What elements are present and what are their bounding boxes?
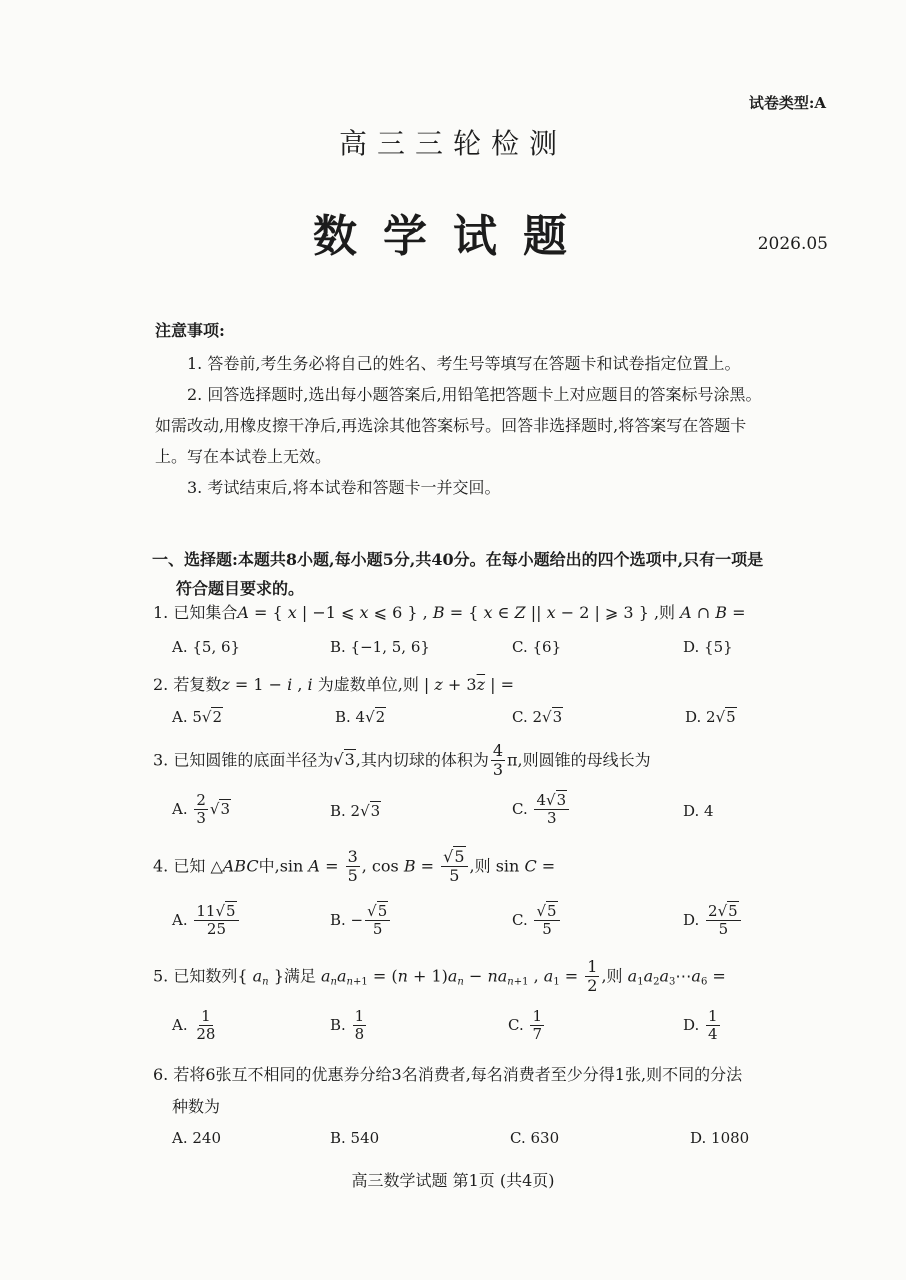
q4-option-a: A. $\frac{11√5}{25}$ [172, 903, 241, 939]
q6-option-c: C. 630 [510, 1129, 560, 1147]
q4-option-c: C. $\frac{√5}{5}$ [512, 903, 562, 939]
question-1: 1. 已知集合A = { x | −1 ⩽ x ⩽ 6 } , B = { x ∈ Z || x − 2 | ⩾ 3 } ,则 A ∩ B = [153, 603, 746, 622]
q6-option-d: D. 1080 [690, 1129, 750, 1147]
q5-option-d: D. $\frac{1}{4}$ [683, 1007, 718, 1044]
q1-prefix: 1. 已知集合 [153, 603, 238, 622]
q1-option-d: D. {5} [683, 638, 733, 656]
q2-option-c-text: C. 2 [512, 708, 543, 726]
q6-option-a: A. 240 [172, 1129, 221, 1147]
q4-option-d: D. $\frac{2√5}{5}$ [683, 903, 743, 939]
q1-option-b: B. {−1, 5, 6} [330, 638, 430, 656]
q1-option-a: A. {5, 6} [172, 638, 241, 656]
q1-option-c: C. {6} [512, 638, 562, 656]
note-item-3: 3. 考试结束后,将本试卷和答题卡一并交回。 [187, 478, 501, 497]
note-item-2: 2. 回答选择题时,选出每小题答案后,用铅笔把答题卡上对应题目的答案标号涂黑。 [187, 385, 762, 404]
q3-option-d: D. 4 [683, 802, 714, 820]
q2-option-d: D. 2√5 [685, 708, 736, 726]
notes-heading: 注意事项: [155, 321, 225, 340]
q3-option-b: B. 2√3 [330, 802, 381, 820]
q2-option-b-text: B. 4 [335, 708, 366, 726]
q4-option-b: B. − $\frac{√5}{5}$ [330, 903, 392, 939]
question-6-cont: 种数为 [172, 1097, 221, 1116]
question-3: 3. 已知圆锥的底面半径为√3,其内切球的体积为 $\frac{4}{3}$ π,则圆锥的母线长为 [153, 741, 651, 780]
q4-suffix: 中, [258, 856, 280, 876]
section-line-2: 符合题目要求的。 [176, 579, 305, 598]
q3-mid: ,其内切球的体积为 [355, 750, 489, 770]
notes-block [155, 348, 835, 503]
q6-option-b: B. 540 [330, 1129, 380, 1147]
q3-option-a: A. $\frac{2}{3}$ √3 [172, 791, 231, 828]
q2-prefix: 2. 若复数 [153, 675, 222, 694]
q5-prefix: 5. 已知数列 [153, 966, 238, 986]
q2-option-b: B. 4√2 [335, 708, 386, 726]
q4-prefix: 4. 已知 △ [153, 856, 223, 876]
page-footer: 高三数学试题 第1页 (共4页) [351, 1171, 555, 1190]
question-4: 4. 已知 △ABC中,sin A = $\frac{3}{5}$ , cos B = $\frac{√5}{5}$ ,则 sin C = [153, 847, 556, 886]
q2-option-c: C. 2√3 [512, 708, 563, 726]
q3-prefix: 3. 已知圆锥的底面半径为 [153, 750, 334, 770]
note-item-2-end: 上。写在本试卷上无效。 [155, 447, 332, 466]
exam-date: 2026.05 [757, 234, 828, 254]
q5-option-a: A. $\frac{1}{28}$ [172, 1007, 216, 1044]
exam-subtitle: 高三三轮检测 [338, 127, 567, 160]
exam-title: 数学试题 [313, 211, 593, 262]
q5-option-b: B. $\frac{1}{8}$ [330, 1007, 365, 1044]
section-heading [152, 545, 842, 603]
question-6: 6. 若将6张互不相同的优惠券分给3名消费者,每名消费者至少分得1张,则不同的分法 [153, 1065, 743, 1084]
section-line-1: 一、选择题:本题共8小题,每小题5分,共40分。在每小题给出的四个选项中,只有一项是 [152, 550, 764, 569]
q2-option-d-text: D. 2 [685, 708, 716, 726]
q3-option-c: C. $\frac{4√3}{3}$ [512, 792, 571, 828]
note-item-1: 1. 答卷前,考生务必将自己的姓名、考生号等填写在答题卡和试卷指定位置上。 [187, 354, 741, 373]
question-5: 5. 已知数列{ $a_n$ }满足 $a_na_{n+1} = (n + 1)a_n - na_{n+1}$ , $a_1$ = $\frac{1}{2}$ ,则 $a_1a_2a_3\cdots a_6$ = [153, 957, 726, 996]
q3-suffix: π,则圆锥的母线长为 [507, 750, 651, 770]
q5-option-c: C. $\frac{1}{7}$ [508, 1007, 543, 1044]
q2-option-a-text: A. 5 [172, 708, 202, 726]
q2-option-a: A. 5√2 [172, 708, 223, 726]
question-2: 2. 若复数z = 1 − i , i 为虚数单位,则 | $z + 3\overline{z}$ | = [153, 675, 515, 694]
note-item-2-cont: 如需改动,用橡皮擦干净后,再选涂其他答案标号。回答非选择题时,将答案写在答题卡 [155, 416, 747, 435]
paper-type-label: 试卷类型:A [748, 94, 826, 112]
